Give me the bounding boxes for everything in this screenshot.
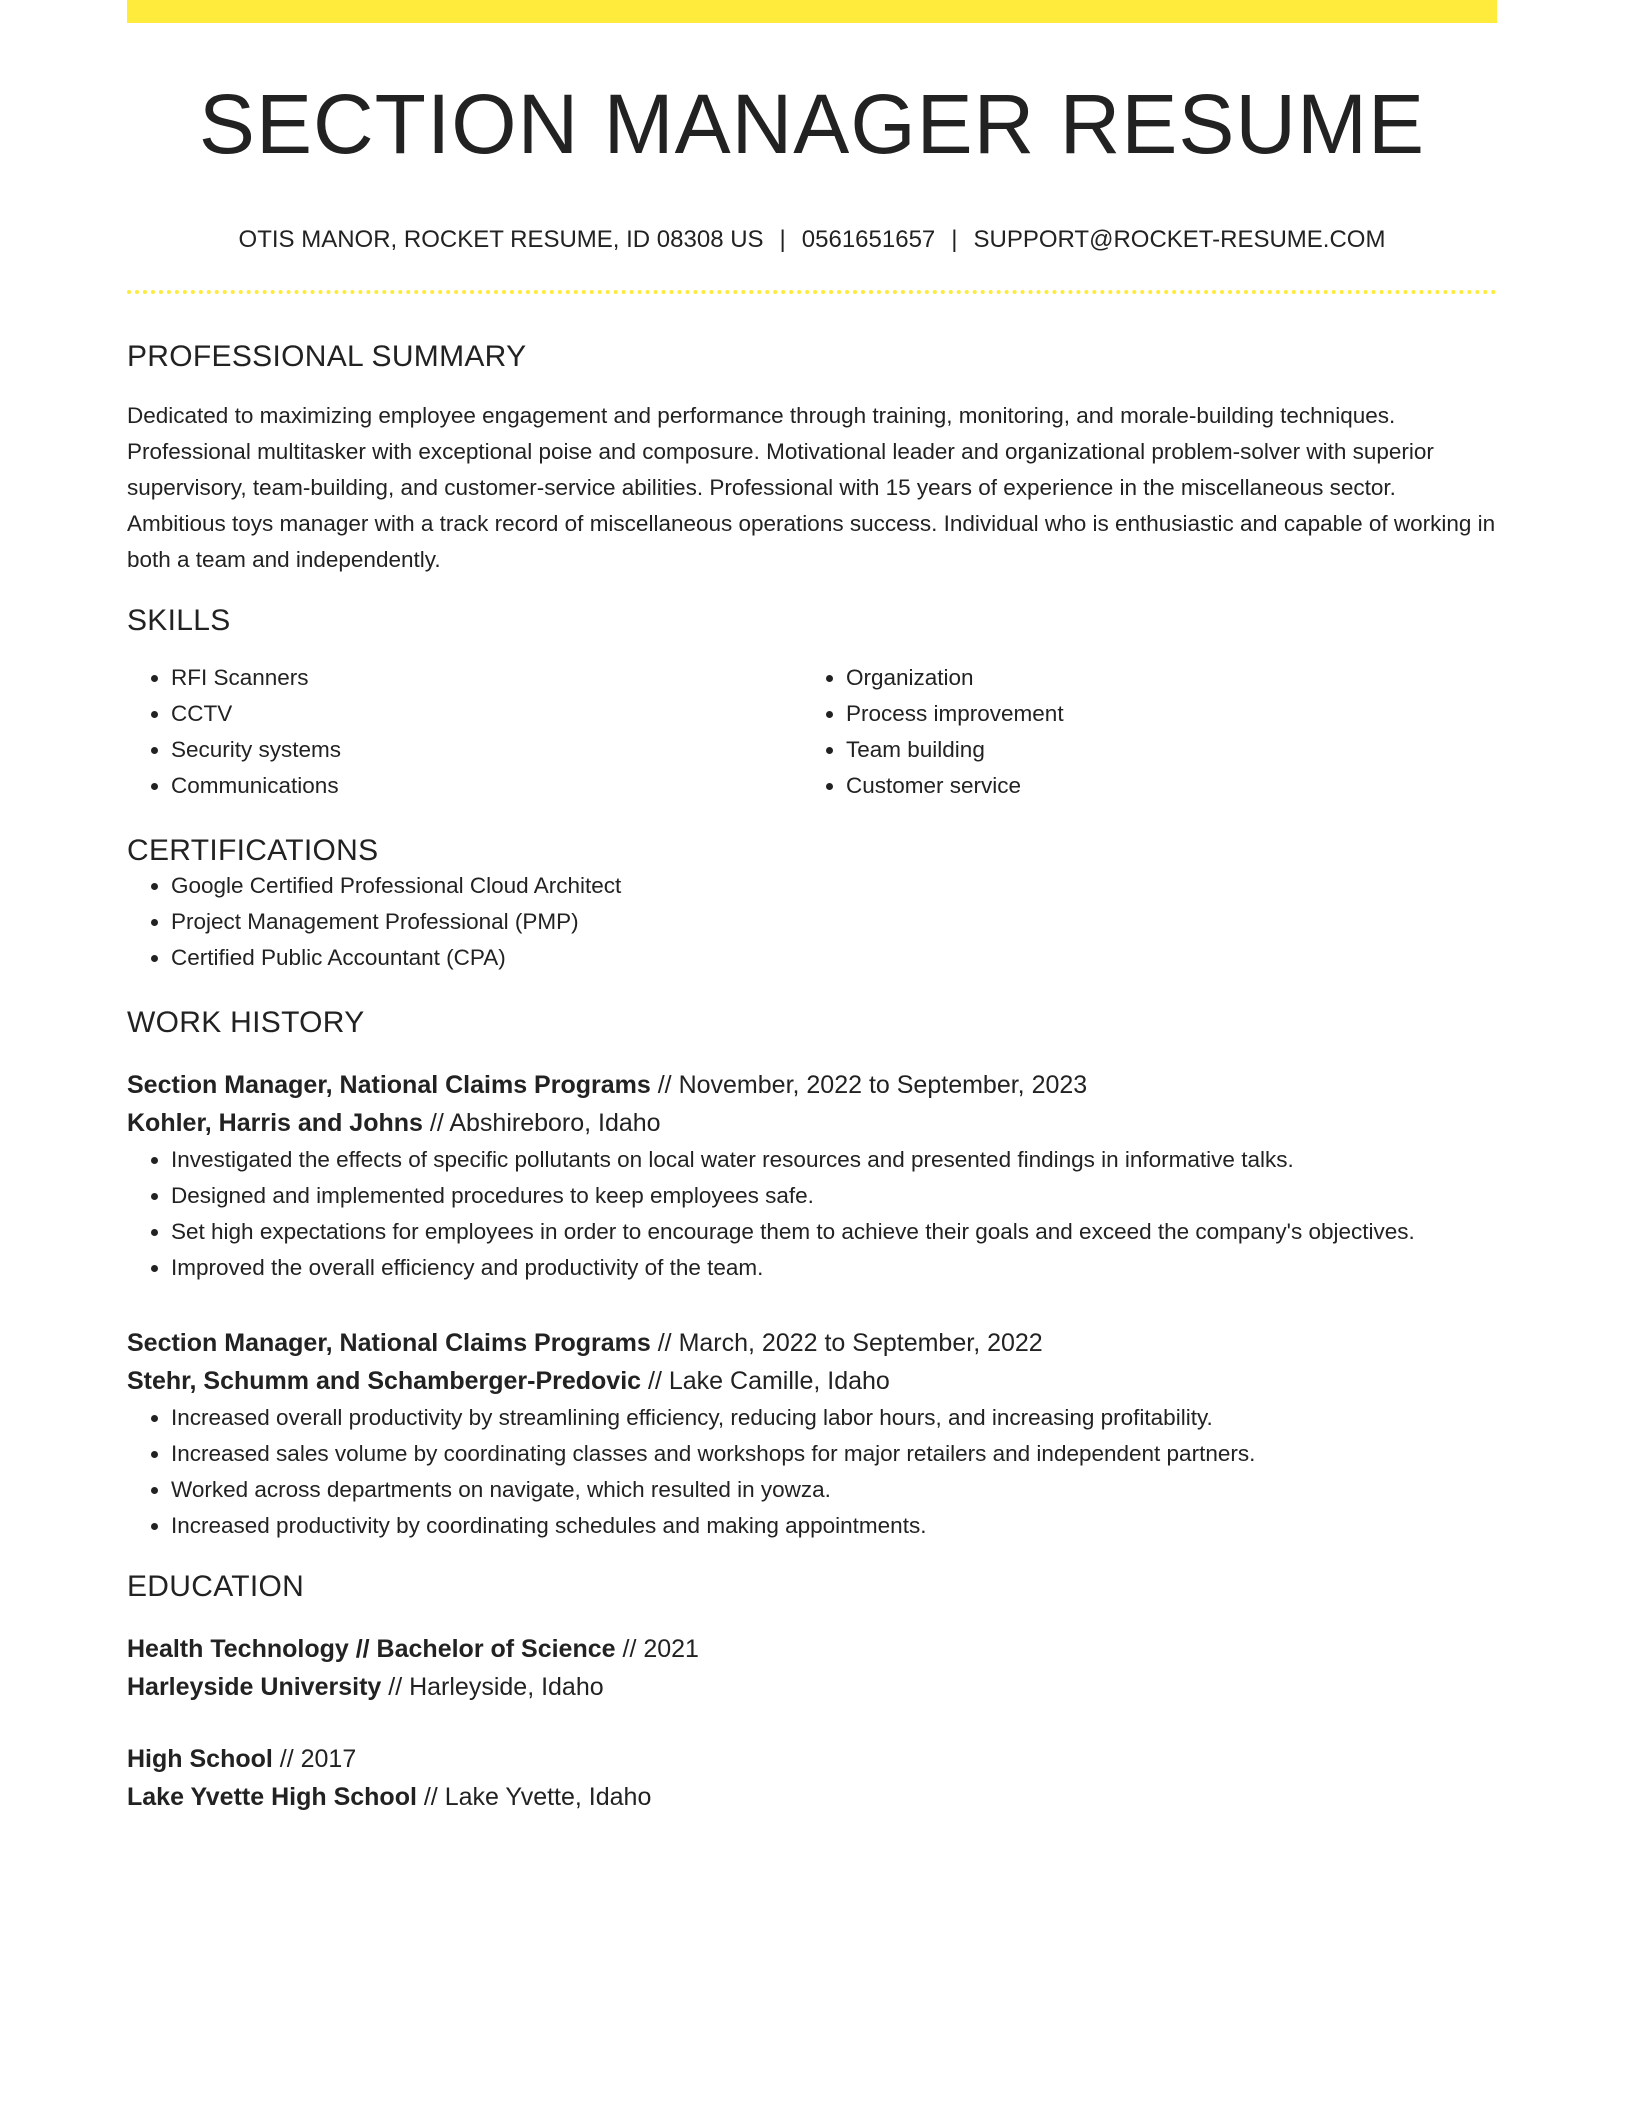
job-company: Stehr, Schumm and Schamberger-Predovic: [127, 1366, 642, 1395]
education-location: // Lake Yvette, Idaho: [423, 1782, 652, 1811]
job-location: // Abshireboro, Idaho: [429, 1108, 661, 1137]
skills-heading: SKILLS: [127, 603, 231, 637]
education-school: Harleyside University: [127, 1672, 382, 1701]
skill-item: • Team building: [846, 732, 1477, 768]
job-bullet: • Set high expectations for employees in order to encourage them to achieve their goals and exceed the company's objectives.: [171, 1214, 1497, 1250]
education-degree: High School: [127, 1744, 273, 1773]
job-title: Section Manager, National Claims Programs: [127, 1328, 651, 1357]
job-company-line: [127, 1362, 1497, 1400]
skills-column-left: [127, 660, 802, 804]
skill-item: • RFI Scanners: [171, 660, 802, 696]
education-year: // 2017: [279, 1744, 357, 1773]
work-history-heading: WORK HISTORY: [127, 1005, 365, 1039]
skills-grid: [127, 660, 1497, 804]
education-school-line: [127, 1778, 1497, 1816]
skills-list-left: [127, 660, 802, 804]
contact-line: [127, 226, 1497, 255]
resume-title: SECTION MANAGER RESUME: [198, 77, 1426, 171]
contact-separator: |: [779, 226, 786, 253]
job-bullet: • Worked across departments on navigate, which resulted in yowza.: [171, 1472, 1497, 1508]
contact-phone: 0561651657: [801, 226, 936, 253]
certifications-heading: CERTIFICATIONS: [127, 833, 379, 867]
certification-item: • Project Management Professional (PMP): [171, 904, 1497, 940]
summary-text: Dedicated to maximizing employee engagement and performance through training, monitoring, and morale-building techniques. Professional multitasker with exceptional poise and composure. Motivational leader and organizational problem-solver with superior supervisory, team-building, and customer-service abilities. Professional with 15 years of experience in the miscellaneous sector. Ambitious toys manager with a track record of miscellaneous operations success. Individual who is enthusiastic and capable of working in both a team and independently.: [127, 402, 1496, 572]
education-degree-line: [127, 1740, 1497, 1778]
job-company-line: [127, 1104, 1497, 1142]
job-bullet: • Investigated the effects of specific pollutants on local water resources and presented findings in informative talks.: [171, 1142, 1497, 1178]
skills-list-right: [802, 660, 1477, 804]
job-bullet: • Increased sales volume by coordinating classes and workshops for major retailers and independent partners.: [171, 1436, 1497, 1472]
dotted-divider: [127, 290, 1497, 294]
education-location: // Harleyside, Idaho: [388, 1672, 604, 1701]
certification-item: • Certified Public Accountant (CPA): [171, 940, 1497, 976]
skill-item: • Communications: [171, 768, 802, 804]
education-school: Lake Yvette High School: [127, 1782, 417, 1811]
skill-item: • Organization: [846, 660, 1477, 696]
job-bullets: [127, 1400, 1497, 1544]
skill-item: • Customer service: [846, 768, 1477, 804]
job-company: Kohler, Harris and Johns: [127, 1108, 423, 1137]
job-title: Section Manager, National Claims Programs: [127, 1070, 651, 1099]
job-bullet: • Designed and implemented procedures to keep employees safe.: [171, 1178, 1497, 1214]
job-entry: [127, 1324, 1497, 1544]
contact-email: SUPPORT@ROCKET-RESUME.COM: [973, 226, 1386, 253]
accent-bar: [127, 0, 1497, 23]
job-bullet: • Increased overall productivity by streamlining efficiency, reducing labor hours, and increasing profitability.: [171, 1400, 1497, 1436]
contact-separator: |: [951, 226, 958, 253]
resume-page: [127, 0, 1497, 1816]
job-location: // Lake Camille, Idaho: [648, 1366, 890, 1395]
certification-item: • Google Certified Professional Cloud Architect: [171, 868, 1497, 904]
job-bullet: • Improved the overall efficiency and productivity of the team.: [171, 1250, 1497, 1286]
education-entry: [127, 1740, 1497, 1816]
certifications-list: [127, 868, 1497, 976]
skill-item: • Process improvement: [846, 696, 1477, 732]
education-school-line: [127, 1668, 1497, 1706]
job-title-line: [127, 1324, 1497, 1362]
education-degree: Health Technology // Bachelor of Science: [127, 1634, 616, 1663]
job-title-line: [127, 1066, 1497, 1104]
contact-address: OTIS MANOR, ROCKET RESUME, ID 08308 US: [238, 226, 764, 253]
job-dates: // November, 2022 to September, 2023: [657, 1070, 1088, 1099]
education-entry: [127, 1630, 1497, 1706]
job-dates: // March, 2022 to September, 2022: [657, 1328, 1043, 1357]
job-bullet: • Increased productivity by coordinating schedules and making appointments.: [171, 1508, 1497, 1544]
education-heading: EDUCATION: [127, 1569, 305, 1603]
job-bullets: [127, 1142, 1497, 1286]
education-degree-line: [127, 1630, 1497, 1668]
summary-heading: PROFESSIONAL SUMMARY: [127, 339, 527, 373]
skills-column-right: [802, 660, 1477, 804]
job-entry: [127, 1066, 1497, 1286]
education-year: // 2021: [622, 1634, 699, 1663]
skill-item: • CCTV: [171, 696, 802, 732]
skill-item: • Security systems: [171, 732, 802, 768]
